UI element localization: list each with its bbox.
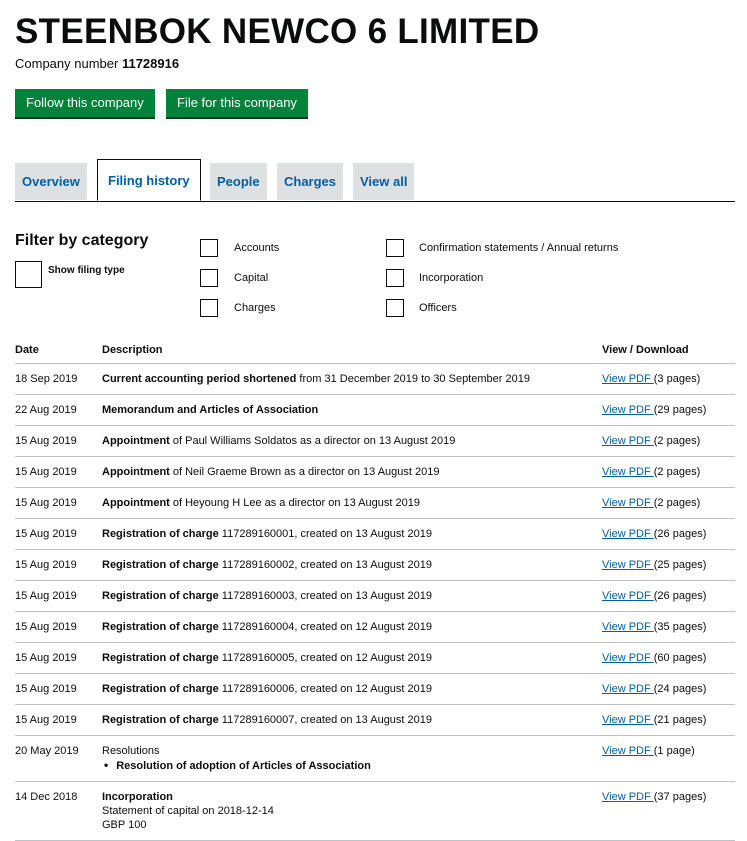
- filing-description-detail: from 31 December 2019 to 30 September 2019: [296, 373, 530, 385]
- filing-view: [602, 395, 735, 426]
- tab-charges[interactable]: Charges: [277, 163, 343, 200]
- filing-history-table: [15, 338, 735, 841]
- capital-checkbox[interactable]: [200, 269, 218, 287]
- page-count: (26 pages): [653, 590, 707, 602]
- table-row: [15, 426, 735, 457]
- confirmation-statements-checkbox[interactable]: [386, 239, 404, 257]
- filing-description-title: Resolutions: [102, 745, 160, 757]
- filing-description-detail: of Paul Williams Soldatos as a director on 13 August 2019: [169, 435, 456, 447]
- tab-view-all[interactable]: View all: [353, 163, 414, 200]
- view-pdf-link[interactable]: View PDF: [602, 559, 654, 571]
- page-count: (2 pages): [653, 435, 701, 447]
- tab-filing-history[interactable]: Filing history: [97, 159, 201, 201]
- view-pdf-link[interactable]: View PDF: [602, 466, 654, 478]
- filing-view: [602, 519, 735, 550]
- filing-description: [102, 519, 602, 550]
- filing-view: [602, 736, 735, 782]
- description-column-header: Description: [102, 338, 602, 364]
- filing-description-title: Registration of charge: [102, 652, 219, 664]
- table-header-row: [15, 338, 735, 364]
- table-row: [15, 612, 735, 643]
- tab-people[interactable]: People: [210, 163, 267, 200]
- filing-description-title: Current accounting period shortened: [102, 373, 297, 385]
- table-row: [15, 457, 735, 488]
- show-filing-type-label: Show filing type: [48, 265, 125, 276]
- filing-date: 15 Aug 2019: [15, 705, 102, 736]
- page-count: (3 pages): [653, 373, 701, 385]
- tab-bar: [15, 159, 735, 202]
- statement-of-capital-line: Statement of capital on 2018-12-14: [102, 805, 274, 817]
- page-count: (29 pages): [653, 404, 707, 416]
- file-for-company-button[interactable]: File for this company: [166, 89, 308, 117]
- filing-view: [602, 550, 735, 581]
- view-pdf-link[interactable]: View PDF: [602, 590, 654, 602]
- filing-description: [102, 736, 602, 782]
- filing-description: [102, 643, 602, 674]
- filing-view: [602, 488, 735, 519]
- tab-overview[interactable]: Overview: [15, 163, 87, 200]
- filing-description: [102, 581, 602, 612]
- page-count: (25 pages): [653, 559, 707, 571]
- table-row: [15, 519, 735, 550]
- capital-amount-line: GBP 100: [102, 819, 147, 831]
- filing-view: [602, 612, 735, 643]
- table-row: [15, 364, 735, 395]
- filing-description: [102, 674, 602, 705]
- page-count: (21 pages): [653, 714, 707, 726]
- table-row: [15, 705, 735, 736]
- view-pdf-link[interactable]: View PDF: [602, 528, 654, 540]
- filing-date: 15 Aug 2019: [15, 426, 102, 457]
- charges-label: Charges: [234, 302, 276, 314]
- filing-description-detail: 117289160005, created on 12 August 2019: [218, 652, 433, 664]
- filing-description-detail: of Neil Graeme Brown as a director on 13 August 2019: [169, 466, 440, 478]
- resolution-bullet: • Resolution of adoption of Articles of Association: [102, 758, 602, 773]
- filing-description-detail: 117289160002, created on 13 August 2019: [218, 559, 433, 571]
- filing-view: [602, 643, 735, 674]
- filing-view: [602, 581, 735, 612]
- confirmation-statements-label: Confirmation statements / Annual returns: [419, 242, 619, 254]
- filing-description: [102, 364, 602, 395]
- filing-date: 15 Aug 2019: [15, 550, 102, 581]
- filing-description-title: Registration of charge: [102, 714, 219, 726]
- filing-description-detail: 117289160006, created on 12 August 2019: [218, 683, 433, 695]
- table-row: [15, 488, 735, 519]
- filing-description: [102, 426, 602, 457]
- officers-label: Officers: [419, 302, 457, 314]
- view-download-column-header: View / Download: [602, 338, 735, 364]
- filing-date: 15 Aug 2019: [15, 488, 102, 519]
- capital-label: Capital: [234, 272, 269, 284]
- page-count: (24 pages): [653, 683, 707, 695]
- filing-description: [102, 457, 602, 488]
- filing-description-detail: of Heyoung H Lee as a director on 13 August 2019: [169, 497, 420, 509]
- filing-date: 15 Aug 2019: [15, 581, 102, 612]
- view-pdf-link[interactable]: View PDF: [602, 791, 654, 803]
- page-count: (2 pages): [653, 466, 701, 478]
- incorporation-checkbox[interactable]: [386, 269, 404, 287]
- show-filing-type-checkbox[interactable]: [15, 261, 42, 288]
- company-number-label: Company number: [15, 56, 119, 71]
- table-row: [15, 395, 735, 426]
- filing-date: 15 Aug 2019: [15, 643, 102, 674]
- filing-description-title: Registration of charge: [102, 590, 219, 602]
- company-name: STEENBOK NEWCO 6 LIMITED: [15, 12, 540, 51]
- view-pdf-link[interactable]: View PDF: [602, 435, 654, 447]
- filing-description: [102, 488, 602, 519]
- table-row: [15, 581, 735, 612]
- table-row: [15, 736, 735, 782]
- officers-checkbox[interactable]: [386, 299, 404, 317]
- view-pdf-link[interactable]: View PDF: [602, 621, 654, 633]
- filing-description-detail: 117289160004, created on 12 August 2019: [218, 621, 433, 633]
- view-pdf-link[interactable]: View PDF: [602, 652, 654, 664]
- filing-date: 15 Aug 2019: [15, 457, 102, 488]
- filing-description: [102, 705, 602, 736]
- filing-date: 15 Aug 2019: [15, 674, 102, 705]
- view-pdf-link[interactable]: View PDF: [602, 373, 654, 385]
- filing-description-title: Appointment: [102, 466, 170, 478]
- filing-description-detail: 117289160007, created on 13 August 2019: [218, 714, 433, 726]
- page-count: (35 pages): [653, 621, 707, 633]
- table-row: [15, 550, 735, 581]
- incorporation-label: Incorporation: [419, 272, 484, 284]
- filing-description-title: Registration of charge: [102, 559, 219, 571]
- filing-view: [602, 364, 735, 395]
- filing-view: [602, 674, 735, 705]
- accounts-checkbox[interactable]: [200, 239, 218, 257]
- view-pdf-link[interactable]: View PDF: [602, 404, 654, 416]
- page-count: (2 pages): [653, 497, 701, 509]
- charges-checkbox[interactable]: [200, 299, 218, 317]
- filing-view: [602, 705, 735, 736]
- table-row: [15, 674, 735, 705]
- table-row: [15, 643, 735, 674]
- filing-description-title: Registration of charge: [102, 528, 219, 540]
- filing-description-title: Appointment: [102, 497, 170, 509]
- filing-date: 18 Sep 2019: [15, 364, 102, 395]
- page-count: (26 pages): [653, 528, 707, 540]
- filter-title: Filter by category: [15, 232, 149, 249]
- filing-date: 15 Aug 2019: [15, 612, 102, 643]
- follow-company-button[interactable]: Follow this company: [15, 89, 155, 117]
- accounts-label: Accounts: [234, 242, 280, 254]
- view-pdf-link[interactable]: View PDF: [602, 497, 654, 509]
- page-count: (1 page): [653, 745, 695, 757]
- filing-description-title: Registration of charge: [102, 621, 219, 633]
- filing-view: [602, 457, 735, 488]
- page-count: (60 pages): [653, 652, 707, 664]
- date-column-header: Date: [15, 338, 102, 364]
- filing-date: 15 Aug 2019: [15, 519, 102, 550]
- filing-description-title: Registration of charge: [102, 683, 219, 695]
- filing-date: 22 Aug 2019: [15, 395, 102, 426]
- filing-view: [602, 426, 735, 457]
- company-number-value: 11728916: [121, 56, 180, 71]
- filing-description-title: Memorandum and Articles of Association: [102, 404, 319, 416]
- filing-description-title: Incorporation: [102, 791, 173, 803]
- filing-description-detail: 117289160003, created on 13 August 2019: [218, 590, 433, 602]
- view-pdf-link[interactable]: View PDF: [602, 714, 654, 726]
- filing-description: [102, 395, 602, 426]
- filing-description-title: Appointment: [102, 435, 170, 447]
- view-pdf-link[interactable]: View PDF: [602, 683, 654, 695]
- company-number: [15, 56, 179, 71]
- filing-date: 14 Dec 2018: [15, 782, 102, 841]
- filing-date: 20 May 2019: [15, 736, 102, 782]
- filing-description-detail: 117289160001, created on 13 August 2019: [218, 528, 433, 540]
- view-pdf-link[interactable]: View PDF: [602, 745, 654, 757]
- filing-description: [102, 550, 602, 581]
- filing-description: [102, 612, 602, 643]
- page-count: (37 pages): [653, 791, 707, 803]
